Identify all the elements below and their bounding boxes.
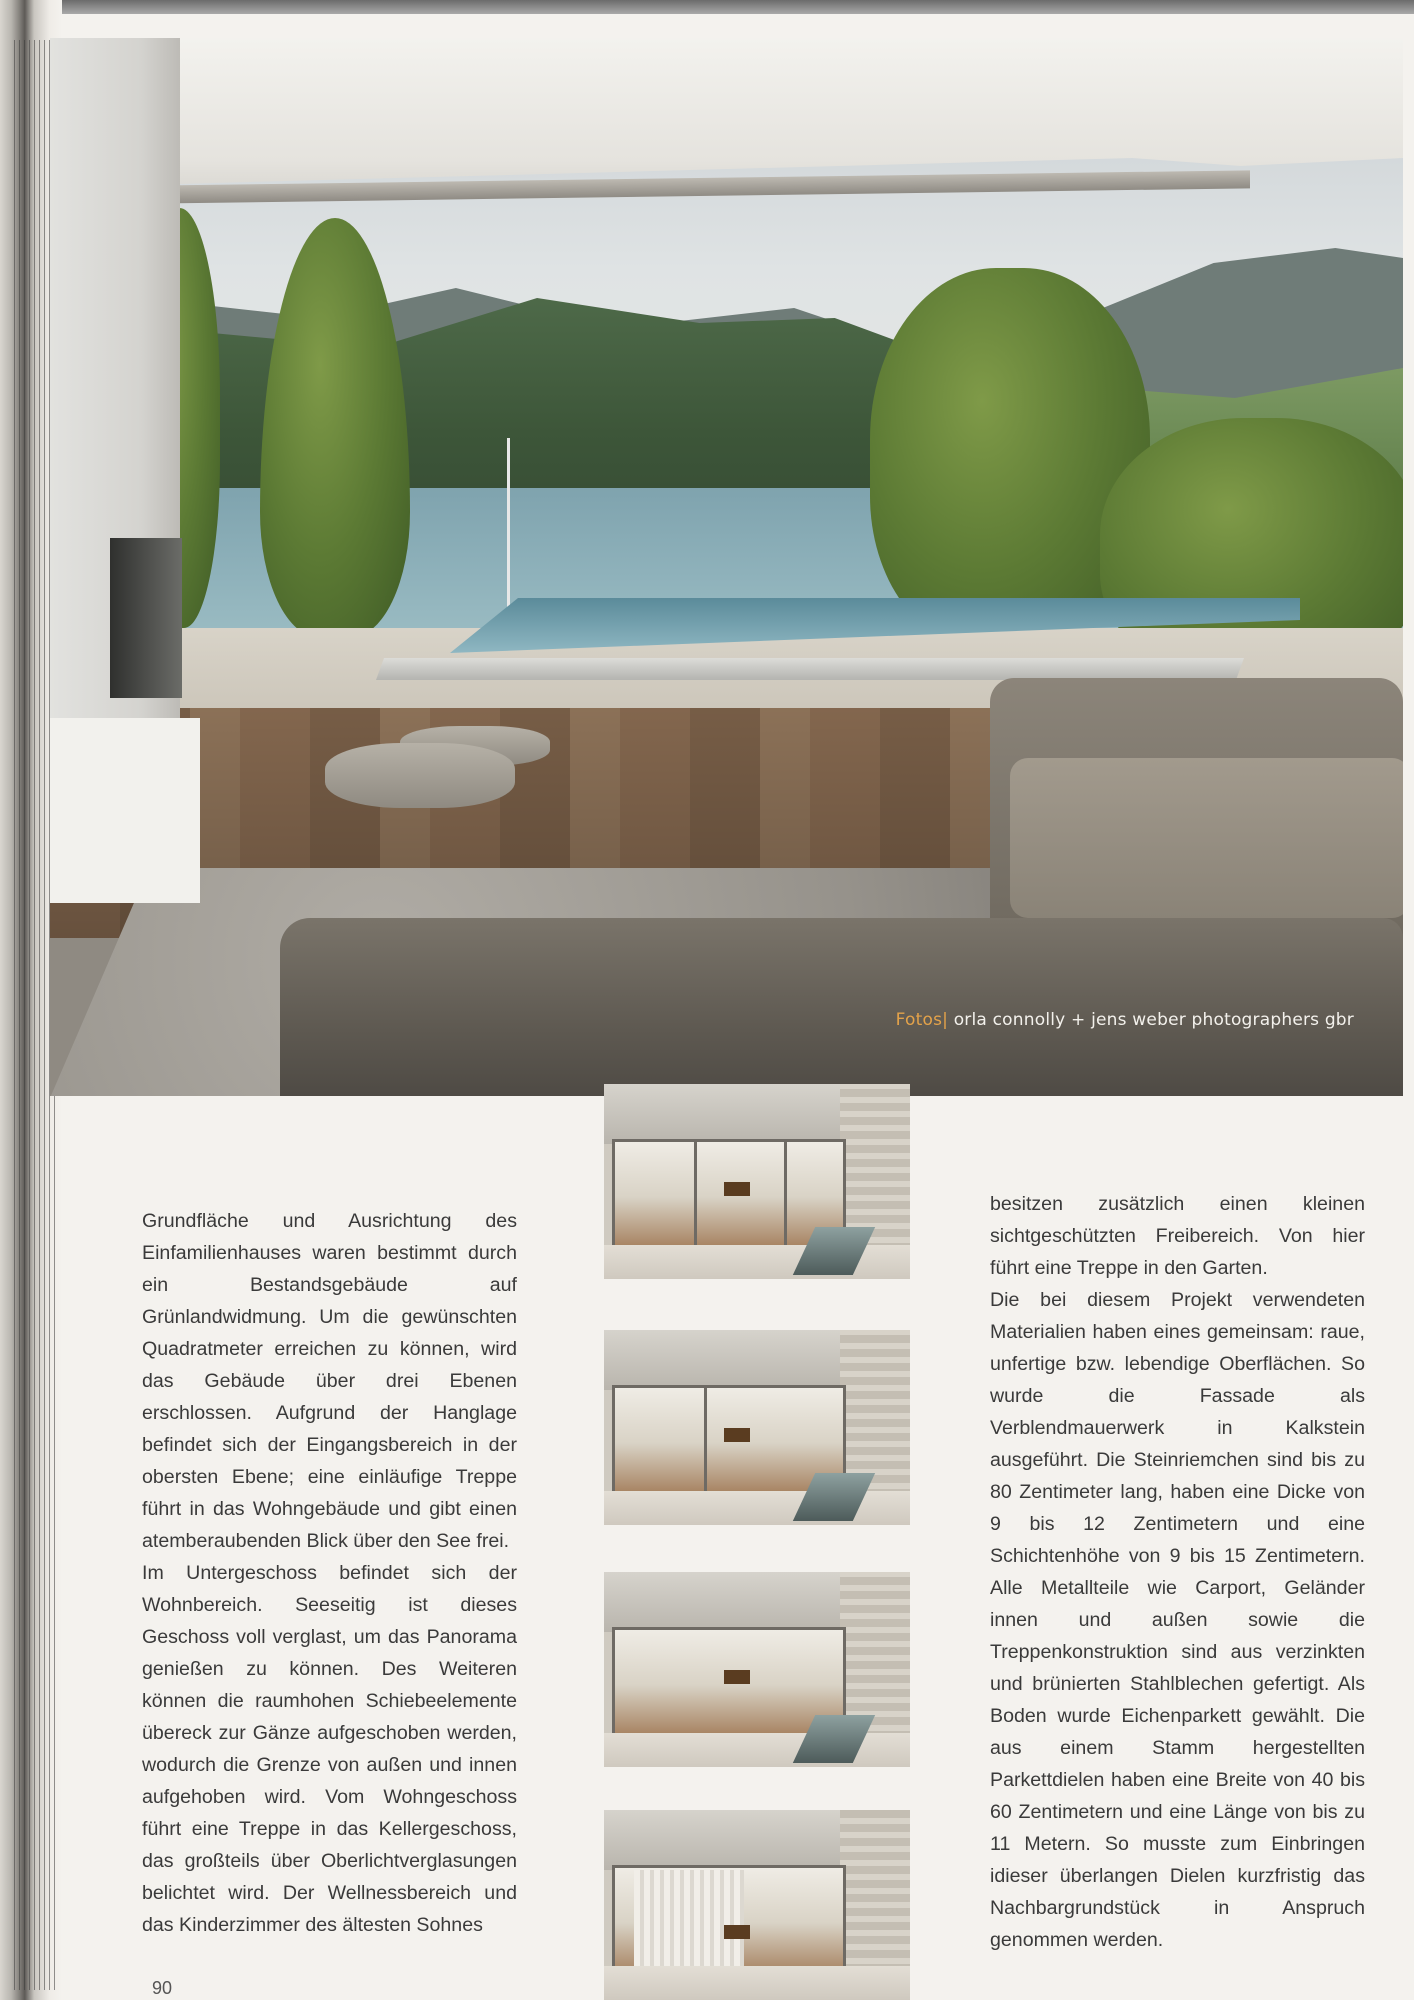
- thumbnail-fireplace: [724, 1670, 750, 1684]
- thumbnail-fireplace: [724, 1182, 750, 1196]
- photo-pool-edge: [376, 658, 1244, 680]
- photo-sofa-seat: [1010, 758, 1403, 918]
- article-paragraph: besitzen zusätzlich einen kleinen sichtgeschützten Freibereich. Von hier führt eine Treppe in den Garten.: [990, 1193, 1365, 1279]
- photo-sofa-front: [280, 918, 1403, 1096]
- hero-photo-living-room-lake-view: [50, 38, 1403, 1096]
- page-number: 90: [152, 1978, 173, 1998]
- photo-floor-cushion-front: [325, 743, 515, 808]
- thumbnail-photo-fully-open: [604, 1572, 910, 1767]
- article-paragraph: Im Untergeschoss befindet sich der Wohnbereich. Seeseitig ist dieses Geschoss voll verglast, um das Panorama genießen zu können. Des Weiteren können die raumhohen Schiebeelemente übereck zur Gänze aufgeschoben werden, wodurch die Grenze von außen und innen aufgehoben wird. Vom Wohngeschoss führt eine Treppe in das Kellergeschoss, das großteils über Oberlichtverglasungen belichtet wird. Der Wellnessbereich und das Kinderzimmer des ältesten Sohnes: [142, 1562, 517, 1936]
- thumbnail-mullion: [784, 1139, 787, 1255]
- photo-fireplace-base: [50, 718, 200, 903]
- thumbnail-mullion: [694, 1139, 697, 1255]
- thumbnail-photo-sliding-open: [604, 1330, 910, 1525]
- thumbnail-fireplace: [724, 1925, 750, 1939]
- thumbnail-photo-facade-corner: [604, 1084, 910, 1279]
- article-paragraph: Grundfläche und Ausrichtung des Einfamilienhauses waren bestimmt durch ein Bestandsgebäude auf Grünlandwidmung. Um die gewünschten Quadratmeter erreichen zu können, wird das Gebäude über drei Ebenen erschlossen. Aufgrund der Hanglage befindet sich der Eingangsbereich in der obersten Ebene; eine einläufige Treppe führt in das Wohngebäude und gibt einen atemberaubenden Blick über den See frei.: [142, 1210, 517, 1552]
- page-top-edge: [0, 0, 1414, 14]
- photo-credit-label: Fotos|: [895, 1010, 949, 1030]
- article-column-right: [990, 1188, 1365, 1956]
- thumbnail-terrace: [604, 1966, 910, 2000]
- photo-credit-names: orla connolly + jens weber photographers gbr: [953, 1010, 1354, 1030]
- thumbnail-fireplace: [724, 1428, 750, 1442]
- photo-fireplace-glass: [110, 538, 182, 698]
- thumbnail-mullion: [704, 1385, 707, 1501]
- photo-sailboat-mast: [507, 438, 510, 608]
- photo-credit: [896, 1010, 1354, 1030]
- article-paragraph: Die bei diesem Projekt verwendeten Materialien haben eines gemeinsam: raue, unfertige bzw. lebendige Oberflächen. So wurde die Fassade als Verblendmauerwerk in Kalkstein ausgeführt. Die Steinriemchen sind bis zu 80 Zentimeter lang, haben eine Dicke von 9 bis 12 Zentimetern und eine Schichtenhöhe von 9 bis 15 Zentimetern. Alle Metallteile wie Carport, Geländer innen und außen sowie die Treppenkonstruktion sind aus verzinkten und brünierten Stahlblechen gefertigt. Als Boden wurde Eichenparkett gewählt. Die aus einem Stamm hergestellten Parkettdielen haben eine Breite von 40 bis 60 Zentimetern und eine Länge von bis zu 11 Metern. So musste zum Einbringen idieser überlangen Dielen kurzfristig das Nachbargrundstück in Anspruch genommen werden.: [990, 1289, 1365, 1951]
- article-column-left: [142, 1205, 517, 1941]
- thumbnail-photo-curtains: [604, 1810, 910, 2000]
